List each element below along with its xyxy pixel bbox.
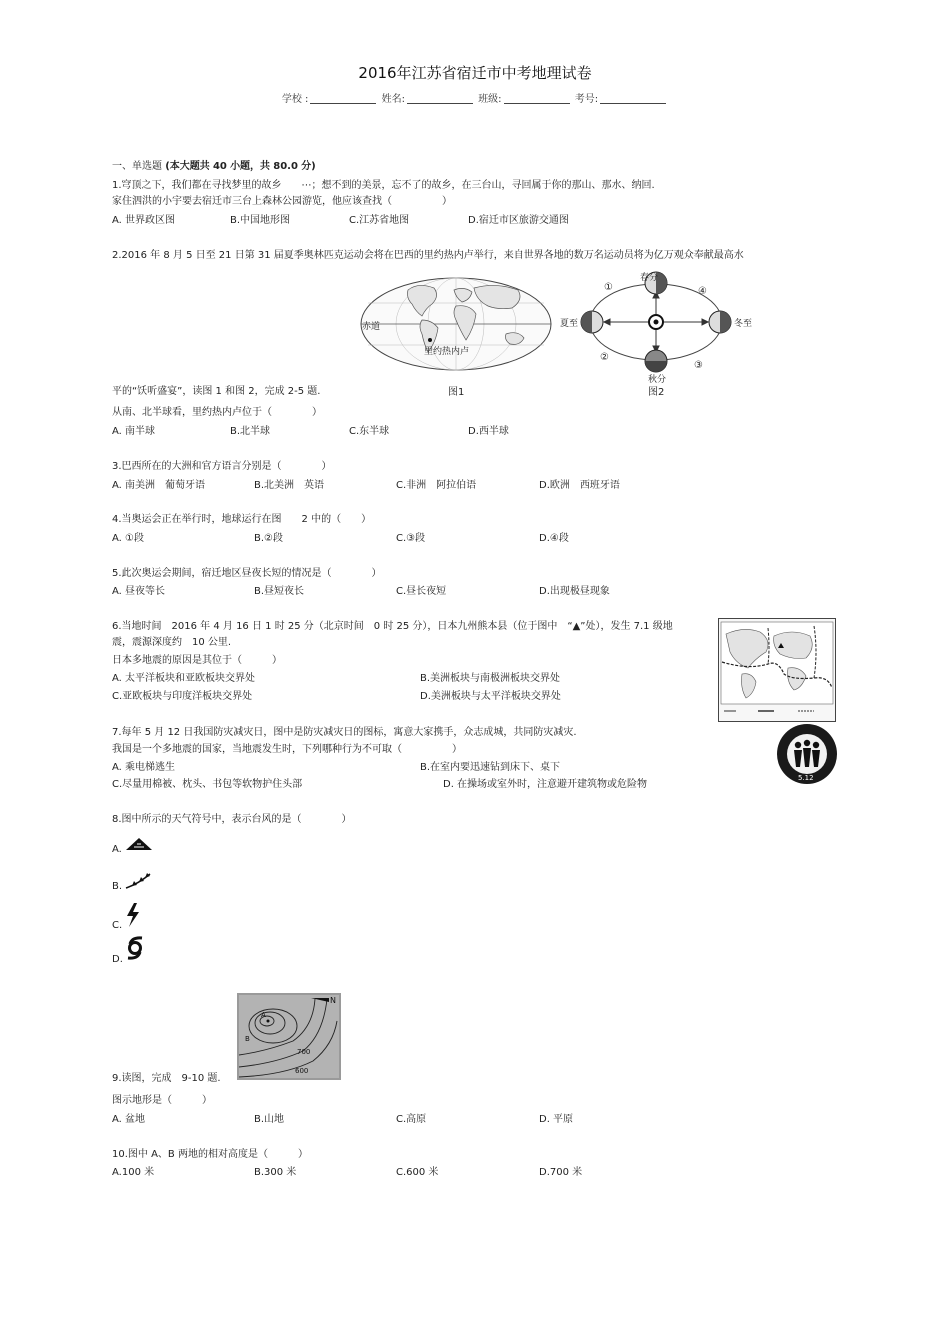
- class-label: 班级:: [478, 94, 502, 105]
- rio-marker-icon: [428, 338, 432, 342]
- q4-text: 4.当奥运会正在举行时，地球运行在图 2 中的（ ）: [112, 514, 372, 525]
- lightning-weather-icon[interactable]: [124, 902, 142, 928]
- q1-option-b[interactable]: B.中国地形图: [230, 215, 291, 226]
- figure-2-earth-orbit: [556, 264, 766, 400]
- q10-option-c[interactable]: C.600 米: [396, 1167, 439, 1178]
- q5-option-b[interactable]: B.昼短夜长: [254, 586, 305, 597]
- q5-option-d[interactable]: D.出现极昼现象: [539, 586, 610, 597]
- q10-option-b[interactable]: B.300 米: [254, 1167, 297, 1178]
- name-blank[interactable]: [407, 93, 473, 104]
- q2-line3: 从南、北半球看，里约热内卢位于（ ）: [112, 407, 322, 418]
- fig2-segment-2: ②: [600, 352, 609, 363]
- section-score: 80.0: [273, 161, 298, 172]
- q2-option-b[interactable]: B.北半球: [230, 426, 271, 437]
- plate-boundary-map: [718, 618, 836, 722]
- disaster-prevention-logo: [776, 723, 838, 785]
- section-count: 40: [212, 161, 227, 172]
- q3-option-a[interactable]: A. 南美洲 葡萄牙语: [112, 480, 206, 491]
- q2-option-d[interactable]: D.西半球: [468, 426, 509, 437]
- fig2-winter-label: 冬至: [734, 319, 753, 329]
- q7-option-d[interactable]: D. 在操场或室外时，注意避开建筑物或危险物: [443, 779, 648, 790]
- q5-option-c[interactable]: C.昼长夜短: [396, 586, 447, 597]
- q4-option-d[interactable]: D.④段: [539, 533, 569, 544]
- q10-option-a[interactable]: A.100 米: [112, 1167, 155, 1178]
- q2-line1: 2.2016 年 8 月 5 日至 21 日第 31 届夏季奥林匹克运动会将在巴西的里约热内卢举行，来自世界各地的数万名运动员将为亿万观众奉献最高水: [112, 250, 744, 261]
- q7-option-c[interactable]: C.尽量用棉被、枕头、书包等软物护住头部: [112, 779, 303, 790]
- section-detail-pre: (本大题共: [165, 161, 210, 172]
- q8-option-b[interactable]: B.: [112, 881, 123, 892]
- q9-option-b[interactable]: B.山地: [254, 1114, 285, 1125]
- map-point-b-label: B: [245, 1035, 250, 1043]
- q9-line2: 图示地形是（ ）: [112, 1095, 212, 1106]
- q1-option-d[interactable]: D.宿迁市区旅游交通图: [468, 215, 569, 226]
- section-detail-mid: 小题，共: [230, 161, 271, 172]
- school-label: 学校 :: [281, 94, 309, 105]
- fig2-segment-1: ①: [604, 282, 613, 293]
- contour-map: [237, 993, 341, 1080]
- q6-line2: 震，震源深度约 10 公里.: [112, 637, 232, 648]
- fig2-summer-label: 夏至: [560, 319, 579, 329]
- fig2-segment-3: ③: [694, 360, 703, 371]
- q3-option-b[interactable]: B.北美洲 英语: [254, 480, 325, 491]
- earth-winter-icon: [709, 311, 731, 333]
- q6-option-a[interactable]: A. 太平洋板块和亚欧板块交界处: [112, 673, 256, 684]
- q1-option-c[interactable]: C.江苏省地图: [349, 215, 410, 226]
- fig1-caption: 图1: [448, 387, 465, 398]
- q10-option-d[interactable]: D.700 米: [539, 1167, 583, 1178]
- q9-text: 9.读图，完成 9-10 题.: [112, 1073, 221, 1084]
- q6-option-b[interactable]: B.美洲板块与南极洲板块交界处: [420, 673, 561, 684]
- fig2-segment-4: ④: [698, 286, 707, 297]
- q2-option-c[interactable]: C.东半球: [349, 426, 390, 437]
- q8-option-a[interactable]: A.: [112, 844, 122, 855]
- cold-front-weather-icon[interactable]: [124, 870, 154, 892]
- q1-line1: 1.穹顶之下，我们都在寻找梦里的故乡 ⋯；想不到的美景，忘不了的故乡，在三台山，寻回属于你的那山、那水、纳回.: [112, 180, 655, 191]
- map-point-a-label: A: [261, 1011, 266, 1019]
- q10-text: 10.图中 A、B 两地的相对高度是（ ）: [112, 1149, 308, 1160]
- q6-line3: 日本多地震的原因是其位于（ ）: [112, 655, 282, 666]
- q6-option-c[interactable]: C.亚欧板块与印度洋板块交界处: [112, 691, 253, 702]
- class-blank[interactable]: [504, 93, 570, 104]
- q9-option-a[interactable]: A. 盆地: [112, 1114, 146, 1125]
- q7-line1: 7.每年 5 月 12 日我国防灾减灾日，图中是防灾减灾日的图标，寓意大家携手，众志成城，共同防灾减灾.: [112, 727, 577, 738]
- school-blank[interactable]: [310, 93, 376, 104]
- page-title: 2016年江苏省宿迁市中考地理试卷: [358, 64, 592, 82]
- q3-option-c[interactable]: C.非洲 阿拉伯语: [396, 480, 477, 491]
- fig1-equator-label: 赤道: [362, 322, 381, 332]
- q2-line2: 平的“饫听盛宴”，读图 1 和图 2，完成 2-5 题.: [112, 386, 321, 397]
- contour-600-label: 600: [295, 1067, 309, 1075]
- section-label: 一、单选题: [112, 161, 162, 172]
- student-info-line: [0, 90, 950, 105]
- contour-700-label: 700: [297, 1048, 311, 1056]
- q7-option-a[interactable]: A. 乘电梯逃生: [112, 762, 176, 773]
- earth-summer-icon: [581, 311, 603, 333]
- q7-option-b[interactable]: B.在室内要迅速钻到床下、桌下: [420, 762, 561, 773]
- q5-option-a[interactable]: A. 昼夜等长: [112, 586, 166, 597]
- q8-option-d[interactable]: D.: [112, 954, 123, 965]
- q2-option-a[interactable]: A. 南半球: [112, 426, 156, 437]
- map-north-label: N: [330, 996, 336, 1005]
- q6-line1: 6.当地时间 2016 年 4 月 16 日 1 时 25 分（北京时间 0 时 25 分），日本九州熊本县（位于图中 “▲”处），发生 7.1 级地: [112, 621, 673, 632]
- q5-text: 5.此次奥运会期间，宿迁地区昼夜长短的情况是（ ）: [112, 568, 382, 579]
- q9-option-c[interactable]: C.高原: [396, 1114, 427, 1125]
- name-label: 姓名:: [381, 94, 405, 105]
- fig2-spring-label: 春分: [640, 273, 659, 283]
- figure-1-world-map: [356, 268, 556, 398]
- earth-autumn-icon: [645, 350, 667, 372]
- q1-line2: 家住泗洪的小宇要去宿迁市三台上森林公园游览，他应该查找（ ）: [112, 196, 452, 207]
- fig2-autumn-label: 秋分: [648, 375, 667, 385]
- q6-option-d[interactable]: D.美洲板块与太平洋板块交界处: [420, 691, 561, 702]
- q4-option-c[interactable]: C.③段: [396, 533, 426, 544]
- q4-option-b[interactable]: B.②段: [254, 533, 284, 544]
- logo-date-label: 5.12: [798, 774, 814, 782]
- q3-text: 3.巴西所在的大洲和官方语言分别是（ ）: [112, 461, 332, 472]
- fig1-city-label: 里约热内卢: [424, 347, 470, 357]
- q4-option-a[interactable]: A. ①段: [112, 533, 144, 544]
- q3-option-d[interactable]: D.欧洲 西班牙语: [539, 480, 620, 491]
- q7-line2: 我国是一个多地震的国家，当地震发生时，下列哪种行为不可取（ ）: [112, 744, 462, 755]
- exam-no-label: 考号:: [574, 94, 599, 105]
- q1-option-a[interactable]: A. 世界政区图: [112, 215, 176, 226]
- q8-option-c[interactable]: C.: [112, 920, 123, 931]
- exam-no-blank[interactable]: [600, 93, 666, 104]
- q8-text: 8.图中所示的天气符号中，表示台风的是（ ）: [112, 814, 352, 825]
- fig2-caption: 图2: [648, 387, 665, 398]
- typhoon-weather-icon[interactable]: [124, 936, 146, 960]
- section-detail-post: 分): [301, 161, 316, 172]
- section-header: [112, 160, 316, 173]
- sandstorm-weather-icon[interactable]: [124, 836, 154, 852]
- q9-option-d[interactable]: D. 平原: [539, 1114, 574, 1125]
